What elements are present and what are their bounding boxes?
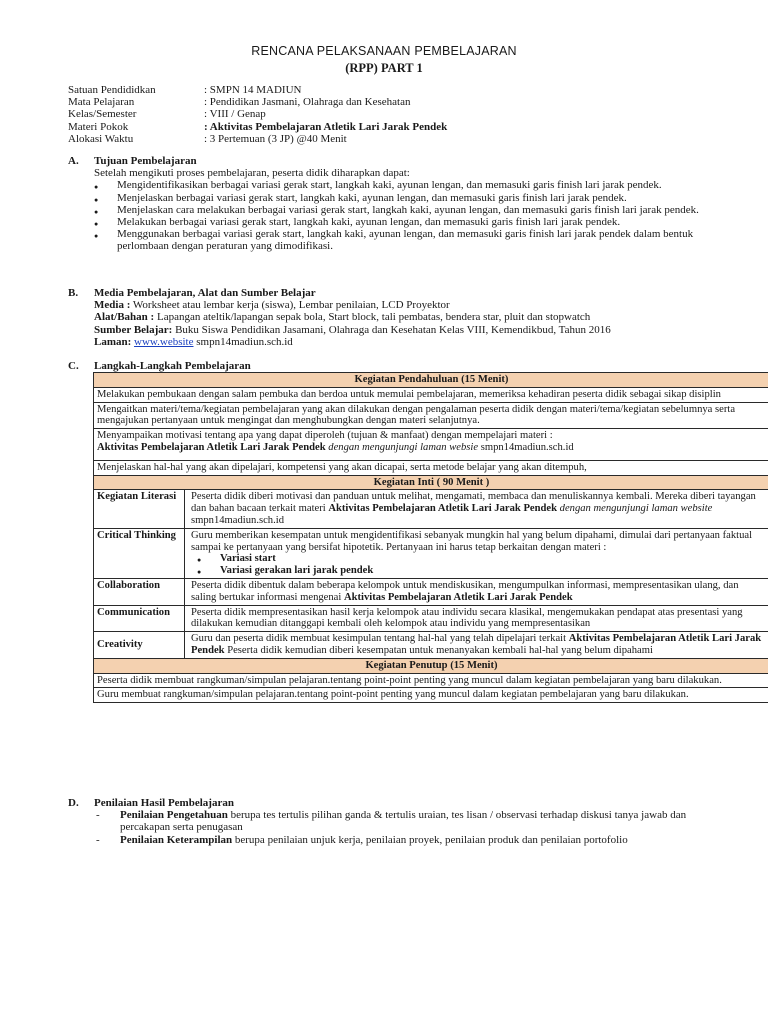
list-item: ● Menjelaskan berbagai variasi gerak start, langkah kaki, ayunan lengan, dan memasuki garis finish lari jarak pendek.	[94, 192, 708, 204]
kegiatan-pendahuluan-header: Kegiatan Pendahuluan (15 Menit)	[94, 373, 768, 388]
media-line	[94, 299, 728, 311]
list-item	[96, 834, 728, 846]
identity-row	[68, 96, 447, 108]
table-cell: Mengaitkan materi/tema/kegiatan pembelajaran yang akan dilakukan dengan pengalaman peserta didik dengan materi/tema/kegiatan sebelumnya serta mengajukan pertanyaan untuk mengingat dan menghubungkan dengan materi selanjutnya.	[94, 402, 768, 429]
section-letter: A.	[68, 155, 79, 167]
section-letter: B.	[68, 287, 79, 299]
literasi-bold: Aktivitas Pembelajaran Atletik Lari Jarak Pendek	[328, 503, 557, 515]
literasi-text: Peserta didik diberi motivasi dan panduan untuk melihat, mengamati, membaca dan menuliskannya kembali. Mereka diberi tayangan dan bahan bacaan terkait materi	[191, 491, 756, 515]
creativity-label: Creativity	[94, 632, 185, 659]
section-intro: Setelah mengikuti proses pembelajaran, peserta didik diharapkan dapat:	[94, 167, 410, 180]
table-cell	[94, 429, 768, 461]
table-cell: Peserta didik membuat rangkuman/simpulan pelajaran.tentang point-point penting yang muncul dalam kegiatan pembelajaran yang baru dilakukan.	[94, 673, 768, 688]
collaboration-label: Collaboration	[94, 578, 185, 605]
sumber-line	[94, 324, 728, 336]
identity-value: : 3 Pertemuan (3 JP) @40 Menit	[204, 132, 347, 145]
table-cell: Menjelaskan hal-hal yang akan dipelajari, kompetensi yang akan dicapai, serta metode belajar yang akan ditempuh,	[94, 460, 768, 475]
assessment-label: Penilaian Keterampilan	[120, 833, 233, 846]
motivasi-tail: smpn14madiun.sch.id	[478, 441, 574, 453]
identity-block	[68, 84, 447, 145]
media-label: Media :	[94, 299, 131, 312]
laman-value: smpn14madiun.sch.id	[193, 335, 293, 348]
creat-text: Guru dan peserta didik membuat kesimpulan tentang hal-hal yang telah dipelajari terkait	[191, 633, 569, 645]
identity-row	[68, 84, 447, 96]
critical-label: Critical Thinking	[94, 528, 185, 578]
list-item: ● Menggunakan berbagai variasi gerak start, langkah kaki, ayunan lengan, dan memasuki garis finish lari jarak pendek dalam bentuk perlombaan dengan peraturan yang dimodifikasi.	[94, 228, 708, 252]
section-heading	[68, 287, 728, 299]
identity-value: : Pendidikan Jasmani, Olahraga dan Kesehatan	[204, 96, 411, 109]
assessment-text: berupa penilaian unjuk kerja, penilaian proyek, penilaian produk dan penilaian portofolio	[232, 833, 628, 846]
creativity-cell	[185, 632, 768, 659]
section-letter: D.	[68, 797, 79, 809]
table-cell: Guru membuat rangkuman/simpulan pelajaran.tentang point-point penting yang muncul dalam kegiatan pembelajaran yang baru dilakukan.	[94, 688, 768, 703]
identity-label: Mata Pelajaran	[68, 96, 135, 109]
assessment-list	[68, 809, 728, 846]
literasi-cell	[185, 490, 768, 528]
identity-value: : Aktivitas Pembelajaran Atletik Lari Jarak Pendek	[204, 120, 448, 133]
objectives-list	[68, 179, 708, 252]
section-penilaian	[68, 797, 728, 846]
alat-label: Alat/Bahan :	[94, 311, 155, 324]
identity-label: Satuan Pendididkan	[68, 84, 156, 96]
identity-label: Materi Pokok	[68, 120, 129, 133]
alat-line	[94, 311, 728, 323]
motivasi-text: Menyampaikan motivasi tentang apa yang dapat diperoleh (tujuan & manfaat) dengan mempelajari materi :	[97, 430, 553, 442]
critical-list	[191, 553, 765, 577]
section-title: Media Pembelajaran, Alat dan Sumber Belajar	[94, 287, 316, 299]
sumber-value: Buku Siswa Pendidikan Jasamani, Olahraga dan Kesehatan Kelas VIII, Kemendikbud, Tahun 2016	[172, 323, 611, 336]
identity-row	[68, 133, 447, 145]
list-item	[96, 809, 728, 833]
identity-label: Alokasi Waktu	[68, 132, 134, 145]
identity-value: : VIII / Genap	[204, 108, 266, 121]
literasi-italic: dengan mengunjungi laman website	[557, 503, 713, 515]
list-item: ● Variasi start	[197, 553, 765, 565]
section-title: Langkah-Langkah Pembelajaran	[94, 360, 251, 372]
creat-bold: Aktivitas Pembelajaran Atletik Lari Jarak Pendek	[191, 633, 762, 656]
critical-cell	[185, 528, 768, 578]
section-heading	[68, 155, 708, 167]
table-cell: Melakukan pembukaan dengan salam pembuka dan berdoa untuk memulai pembelajaran, memeriksa kehadiran peserta didik sebagai sikap disiplin	[94, 387, 768, 402]
kegiatan-penutup-header: Kegiatan Penutup (15 Menit)	[94, 658, 768, 673]
website-link[interactable]: www.website	[134, 335, 194, 348]
collab-bold: Aktivitas Pembelajaran Atletik Lari Jarak Pendek	[343, 591, 573, 603]
motivasi-italic: dengan mengunjungi laman websie	[325, 441, 479, 453]
section-title: Penilaian Hasil Pembelajaran	[94, 797, 234, 809]
section-tujuan	[68, 155, 708, 253]
list-item: ● Variasi gerakan lari jarak pendek	[197, 565, 765, 577]
assessment-label: Penilaian Pengetahuan	[120, 809, 228, 822]
laman-line	[94, 336, 728, 348]
section-title: Tujuan Pembelajaran	[94, 155, 197, 167]
laman-label: Laman:	[94, 335, 132, 348]
identity-row	[68, 121, 447, 133]
motivasi-bold: Aktivitas Pembelajaran Atletik Lari Jarak Pendek	[97, 441, 326, 453]
critical-text: Guru memberikan kesempatan untuk mengidentifikasi sebanyak mungkin hal yang belum dipahami, dimulai dari pertanyaan faktual sampai ke pertanyaan yang bersifat hipotetik. Pertanyaan ini harus tetap berkaitan dengan materi :	[191, 529, 753, 553]
alat-value: Lapangan ateltik/lapangan sepak bola, Start block, tali pembatas, bendera star, pluit dan stopwatch	[154, 311, 591, 324]
sumber-label: Sumber Belajar:	[94, 323, 173, 336]
assessment-text: berupa tes tertulis pilihan ganda & tertulis uraian, tes lisan / observasi terhadap diskusi tanya jawab dan percakapan serta penugasan	[120, 809, 687, 834]
identity-value: : SMPN 14 MADIUN	[204, 84, 302, 96]
section-heading	[68, 797, 728, 809]
section-media	[68, 287, 728, 348]
identity-label: Kelas/Semester	[68, 108, 137, 121]
media-value: Worksheet atau lembar kerja (siswa), Lembar penilaian, LCD Proyektor	[130, 299, 450, 312]
literasi-label: Kegiatan Literasi	[94, 490, 185, 528]
section-heading	[68, 360, 251, 372]
kegiatan-inti-header: Kegiatan Inti ( 90 Menit )	[94, 475, 768, 490]
section-langkah	[68, 360, 251, 372]
document-title: RENCANA PELAKSANAAN PEMBELAJARAN	[251, 44, 517, 58]
list-item: ● Mengidentifikasikan berbagai variasi gerak start, langkah kaki, ayunan lengan, dan memasuki garis finish lari jarak pendek.	[94, 179, 708, 191]
list-item: ● Melakukan berbagai variasi gerak start, langkah kaki, ayunan lengan, dan memasuki garis finish lari jarak pendek.	[94, 216, 708, 228]
document-subtitle: (RPP) PART 1	[345, 61, 423, 75]
collab-text: Peserta didik dibentuk dalam beberapa kelompok untuk mendiskusikan, mengumpulkan informasi, mempresentasikan ulang, dan saling bertukar informasi mengenai	[191, 579, 739, 603]
learning-steps-table	[93, 372, 768, 703]
section-letter: C.	[68, 360, 79, 372]
communication-label: Communication	[94, 605, 185, 632]
creat-tail: Peserta didik kemudian diberi kesempatan untuk menanyakan kembali hal-hal yang belum dipahami	[224, 644, 653, 656]
identity-row	[68, 108, 447, 120]
literasi-tail: smpn14madiun.sch.id	[191, 514, 284, 526]
communication-cell: Peserta didik mempresentasikan hasil kerja kelompok atau individu secara klasikal, mengemukakan pendapat atas presentasi yang dilakukan kemudian ditanggapi kembali oleh kelompok atau individu yang mempresentasikan	[185, 605, 768, 632]
collaboration-cell	[185, 578, 768, 605]
list-item: ● Menjelaskan cara melakukan berbagai variasi gerak start, langkah kaki, ayunan lengan, dan memasuki garis finish lari jarak pendek.	[94, 204, 708, 216]
